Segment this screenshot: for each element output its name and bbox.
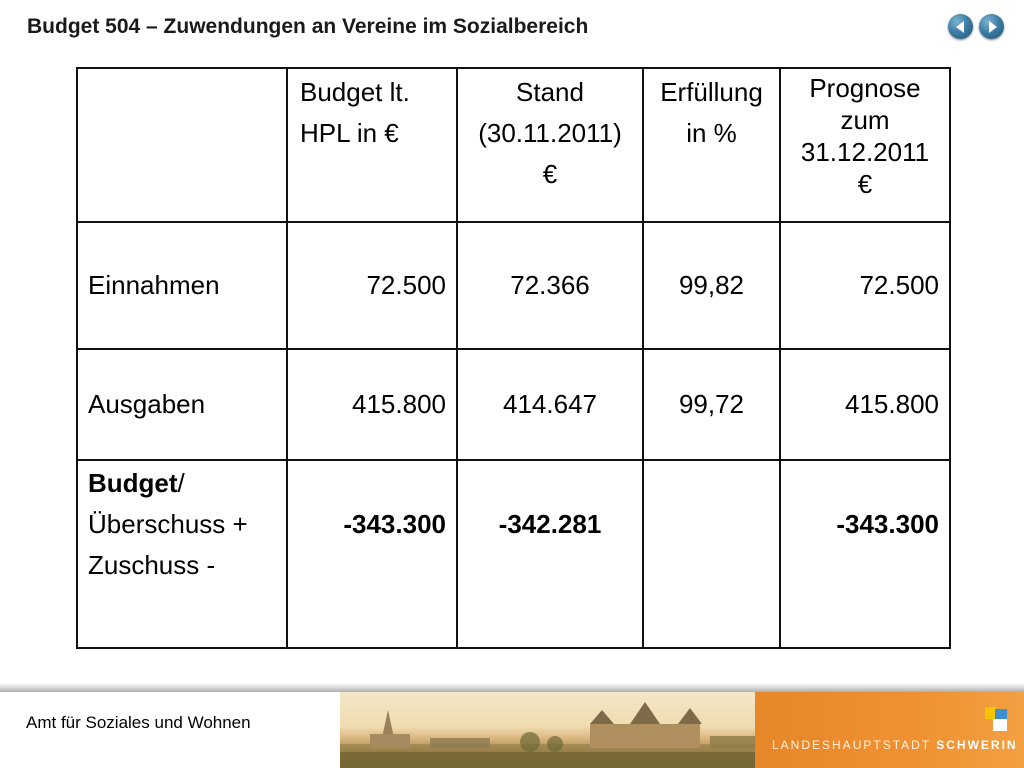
cell-erfuellung: 99,82 [643,222,780,349]
cell-prognose: -343.300 [780,460,950,648]
schwerin-logo-icon [983,705,1011,733]
cell-prognose: 72.500 [780,222,950,349]
footer-city-photo [340,692,755,768]
cell-budget: -343.300 [287,460,457,648]
row-label-line: Überschuss + [88,509,248,539]
cell-erfuellung [643,460,780,648]
header-stand [457,68,643,222]
cell-budget: 415.800 [287,349,457,460]
brand-wordmark [772,738,1018,752]
cell-stand: 414.647 [457,349,643,460]
arrow-right-icon [985,20,999,34]
table-header-row [77,68,950,222]
header-line: HPL in € [300,118,399,148]
table-row-einnahmen [77,222,950,349]
header-line: in % [686,118,737,148]
cell-budget: 72.500 [287,222,457,349]
table-row-ausgaben [77,349,950,460]
header-line: Budget lt. [300,77,410,107]
footer-department: Amt für Soziales und Wohnen [26,713,251,732]
header-line: Stand [516,77,584,107]
header-line: (30.11.2011) [478,118,622,148]
next-slide-button[interactable] [979,14,1004,39]
budget-table [76,67,951,649]
row-label-line: Zuschuss - [88,550,216,580]
page-title: Budget 504 – Zuwendungen an Vereine im Sozialbereich [27,15,589,38]
row-label: Ausgaben [77,349,287,460]
header-erfuellung [643,68,780,222]
row-label: Einnahmen [77,222,287,349]
cell-stand: -342.281 [457,460,643,648]
cell-stand: 72.366 [457,222,643,349]
cell-erfuellung: 99,72 [643,349,780,460]
header-budget [287,68,457,222]
row-label-bold: Budget [88,468,178,498]
brand-prefix: LANDESHAUPTSTADT [772,738,931,752]
row-label-slash: / [177,468,185,498]
previous-slide-button[interactable] [948,14,973,39]
header-line: Prognose [809,73,921,103]
header-line: zum [840,105,890,135]
row-label-budget [77,460,287,648]
table-row-budget [77,460,950,648]
header-line: Erfüllung [660,77,763,107]
header-line: € [857,169,873,199]
cell-prognose: 415.800 [780,349,950,460]
header-line: € [542,159,558,189]
brand-city: SCHWERIN [936,738,1018,752]
header-cell-empty [77,68,287,222]
header-prognose [780,68,950,222]
city-skyline-image [340,692,755,768]
arrow-left-icon [954,20,968,34]
header-line: 31.12.2011 [800,137,930,167]
